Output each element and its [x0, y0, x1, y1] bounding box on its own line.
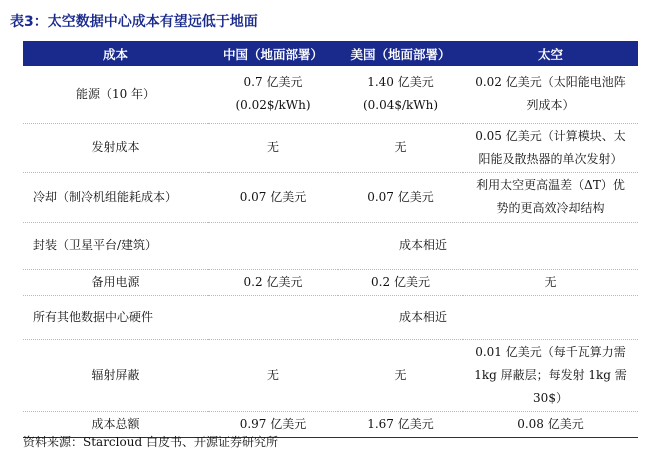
row-merged: 成本相近: [208, 295, 638, 339]
row-item: 备用电源: [23, 269, 208, 295]
row-item: 辐射屏蔽: [23, 339, 208, 411]
source-note: 资料来源：Starcloud 白皮书、开源证券研究所: [23, 435, 278, 449]
row-usa: 0.2 亿美元: [338, 269, 463, 295]
table-row: [23, 172, 638, 222]
header-china: 中国（地面部署）: [208, 41, 338, 66]
row-usa: 1.40 亿美元 (0.04$/kWh): [338, 66, 463, 123]
header-cost: 成本: [23, 41, 208, 66]
row-china: 无: [208, 339, 338, 411]
row-item: 发射成本: [23, 123, 208, 172]
cost-comparison-table: [23, 41, 638, 438]
row-china: 0.7 亿美元 (0.02$/kWh): [208, 66, 338, 123]
table-row: [23, 66, 638, 123]
table-title: 表3：太空数据中心成本有望远低于地面: [10, 14, 258, 30]
header-usa: 美国（地面部署）: [338, 41, 463, 66]
row-space: 0.08 亿美元: [463, 411, 638, 437]
row-china: 0.97 亿美元: [208, 411, 338, 437]
row-space: 无: [463, 269, 638, 295]
header-space: 太空: [463, 41, 638, 66]
table-row: [23, 339, 638, 411]
row-space: 0.05 亿美元（计算模块、太 阳能及散热器的单次发射）: [463, 123, 638, 172]
row-item: 冷却（制冷机组能耗成本）: [23, 172, 208, 222]
table-row: [23, 222, 638, 269]
row-item: 所有其他数据中心硬件: [23, 295, 208, 339]
table-row: [23, 269, 638, 295]
table-header-row: [23, 41, 638, 66]
row-space: 0.02 亿美元（太阳能电池阵 列成本）: [463, 66, 638, 123]
row-china: 无: [208, 123, 338, 172]
row-item: 封装（卫星平台/建筑）: [23, 222, 208, 269]
row-item: 成本总额: [23, 411, 208, 437]
row-usa: 无: [338, 339, 463, 411]
table-row: [23, 295, 638, 339]
row-china: 0.2 亿美元: [208, 269, 338, 295]
table-row: [23, 123, 638, 172]
row-china: 0.07 亿美元: [208, 172, 338, 222]
row-merged: 成本相近: [208, 222, 638, 269]
row-usa: 0.07 亿美元: [338, 172, 463, 222]
row-usa: 无: [338, 123, 463, 172]
row-space: 利用太空更高温差（ΔT）优 势的更高效冷却结构: [463, 172, 638, 222]
row-space: 0.01 亿美元（每千瓦算力需 1kg 屏蔽层；每发射 1kg 需 30$）: [463, 339, 638, 411]
row-item: 能源（10 年）: [23, 66, 208, 123]
row-usa: 1.67 亿美元: [338, 411, 463, 437]
